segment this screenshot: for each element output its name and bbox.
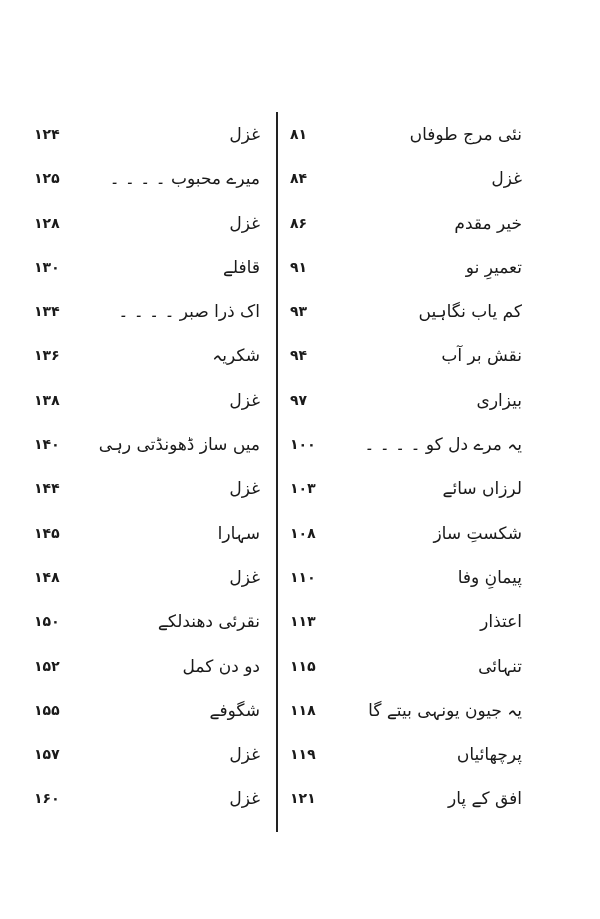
toc-title: پیمانِ وفا	[457, 567, 522, 588]
toc-title: افق کے پار	[447, 789, 522, 810]
toc-page-number: ۱۲۴	[34, 127, 60, 143]
toc-row	[0, 382, 600, 426]
toc-title: اعتذار	[480, 612, 522, 633]
toc-page-number: ۸۱	[290, 127, 308, 143]
toc-page-number: ۸۶	[290, 215, 308, 232]
toc-title: خیر مقدم	[454, 213, 522, 234]
toc-row	[0, 293, 600, 337]
toc-page-number: ۹۱	[290, 259, 308, 276]
toc-page-number: ۱۵۲	[34, 658, 60, 675]
toc-page-number: ۱۳۰	[34, 259, 60, 276]
toc-row	[0, 515, 600, 559]
toc-title: غزل	[229, 390, 260, 411]
toc-page-number: ۱۲۱	[290, 791, 316, 808]
toc-title: غزل	[229, 125, 260, 145]
toc-page-number: ۱۲۵	[34, 171, 60, 188]
toc-title: یہ مرے دل کو ۔ ۔ ۔ ۔	[364, 435, 522, 456]
toc-title: شکریہ	[212, 346, 260, 367]
toc-row	[0, 249, 600, 293]
toc-title: قافلے	[222, 257, 260, 278]
toc-title: دو دن کمل	[182, 656, 260, 677]
toc-row	[0, 116, 600, 160]
toc-page-number: ۱۱۸	[290, 702, 316, 719]
toc-title: نئی مرج طوفاں	[409, 125, 522, 145]
toc-title: میرے محبوب ۔ ۔ ۔ ۔	[109, 169, 260, 190]
toc-page-number: ۱۳۶	[34, 348, 60, 365]
toc-page-number: ۱۰۰	[290, 437, 316, 454]
toc-row	[0, 205, 600, 249]
toc-page-number: ۱۵۷	[34, 747, 60, 764]
toc-title: غزل	[491, 169, 522, 190]
toc-page-number: ۱۳۸	[34, 392, 60, 409]
toc-title: شگوفے	[209, 700, 260, 721]
toc-page-number: ۱۱۳	[290, 614, 316, 631]
toc-title: غزل	[229, 745, 260, 766]
toc-title: بیزاری	[476, 390, 522, 411]
toc-row	[0, 780, 600, 824]
toc-title: سہارا	[217, 523, 260, 544]
toc-row	[0, 470, 600, 514]
toc-title: غزل	[229, 789, 260, 810]
toc-row	[0, 736, 600, 780]
toc-page-number: ۱۱۰	[290, 569, 316, 586]
toc-title: لرزاں سائے	[442, 479, 522, 500]
toc-title: تنہائی	[478, 656, 522, 677]
toc-row	[0, 692, 600, 736]
toc-row	[0, 648, 600, 692]
toc-page-number: ۱۰۸	[290, 525, 316, 542]
toc-title: میں ساز ڈھونڈتی رہی	[98, 435, 260, 456]
toc-title: غزل	[229, 567, 260, 588]
toc-page-number: ۱۴۴	[34, 481, 60, 498]
toc-page-number: ۹۳	[290, 304, 308, 321]
toc-title: یہ جیون یونہی بیتے گا	[368, 700, 522, 721]
toc-page-number: ۱۴۸	[34, 569, 60, 586]
toc-page-number: ۱۳۴	[34, 304, 60, 321]
toc-title: نقرئی دھندلکے	[157, 612, 260, 633]
toc-page-number: ۱۵۵	[34, 702, 60, 719]
toc-page-number: ۱۲۸	[34, 215, 60, 232]
toc-page-number: ۱۰۳	[290, 481, 316, 498]
toc-title: کم یاب نگاہیں	[418, 302, 522, 323]
toc-row	[0, 559, 600, 603]
toc-row	[0, 426, 600, 470]
toc-list	[0, 116, 600, 825]
toc-title: غزل	[229, 213, 260, 234]
toc-row	[0, 337, 600, 381]
toc-title: غزل	[229, 479, 260, 500]
toc-page-number: ۹۴	[290, 348, 308, 365]
toc-page-number: ۱۴۰	[34, 437, 60, 454]
toc-page-number: ۱۴۵	[34, 525, 60, 542]
toc-page-number: ۱۵۰	[34, 614, 60, 631]
toc-row	[0, 603, 600, 647]
toc-title: اک ذرا صبر ۔ ۔ ۔ ۔	[118, 302, 260, 323]
toc-page-number: ۸۴	[290, 171, 308, 188]
toc-page-number: ۱۱۵	[290, 658, 316, 675]
toc-page-number: ۹۷	[290, 392, 308, 409]
toc-title: تعمیرِ نو	[465, 257, 522, 278]
toc-title: نقش بر آب	[441, 346, 522, 367]
toc-row	[0, 160, 600, 204]
toc-page-number: ۱۶۰	[34, 791, 60, 808]
toc-title: پرچھائیاں	[456, 745, 522, 766]
toc-page-number: ۱۱۹	[290, 747, 316, 764]
toc-title: شکستِ ساز	[433, 523, 522, 544]
